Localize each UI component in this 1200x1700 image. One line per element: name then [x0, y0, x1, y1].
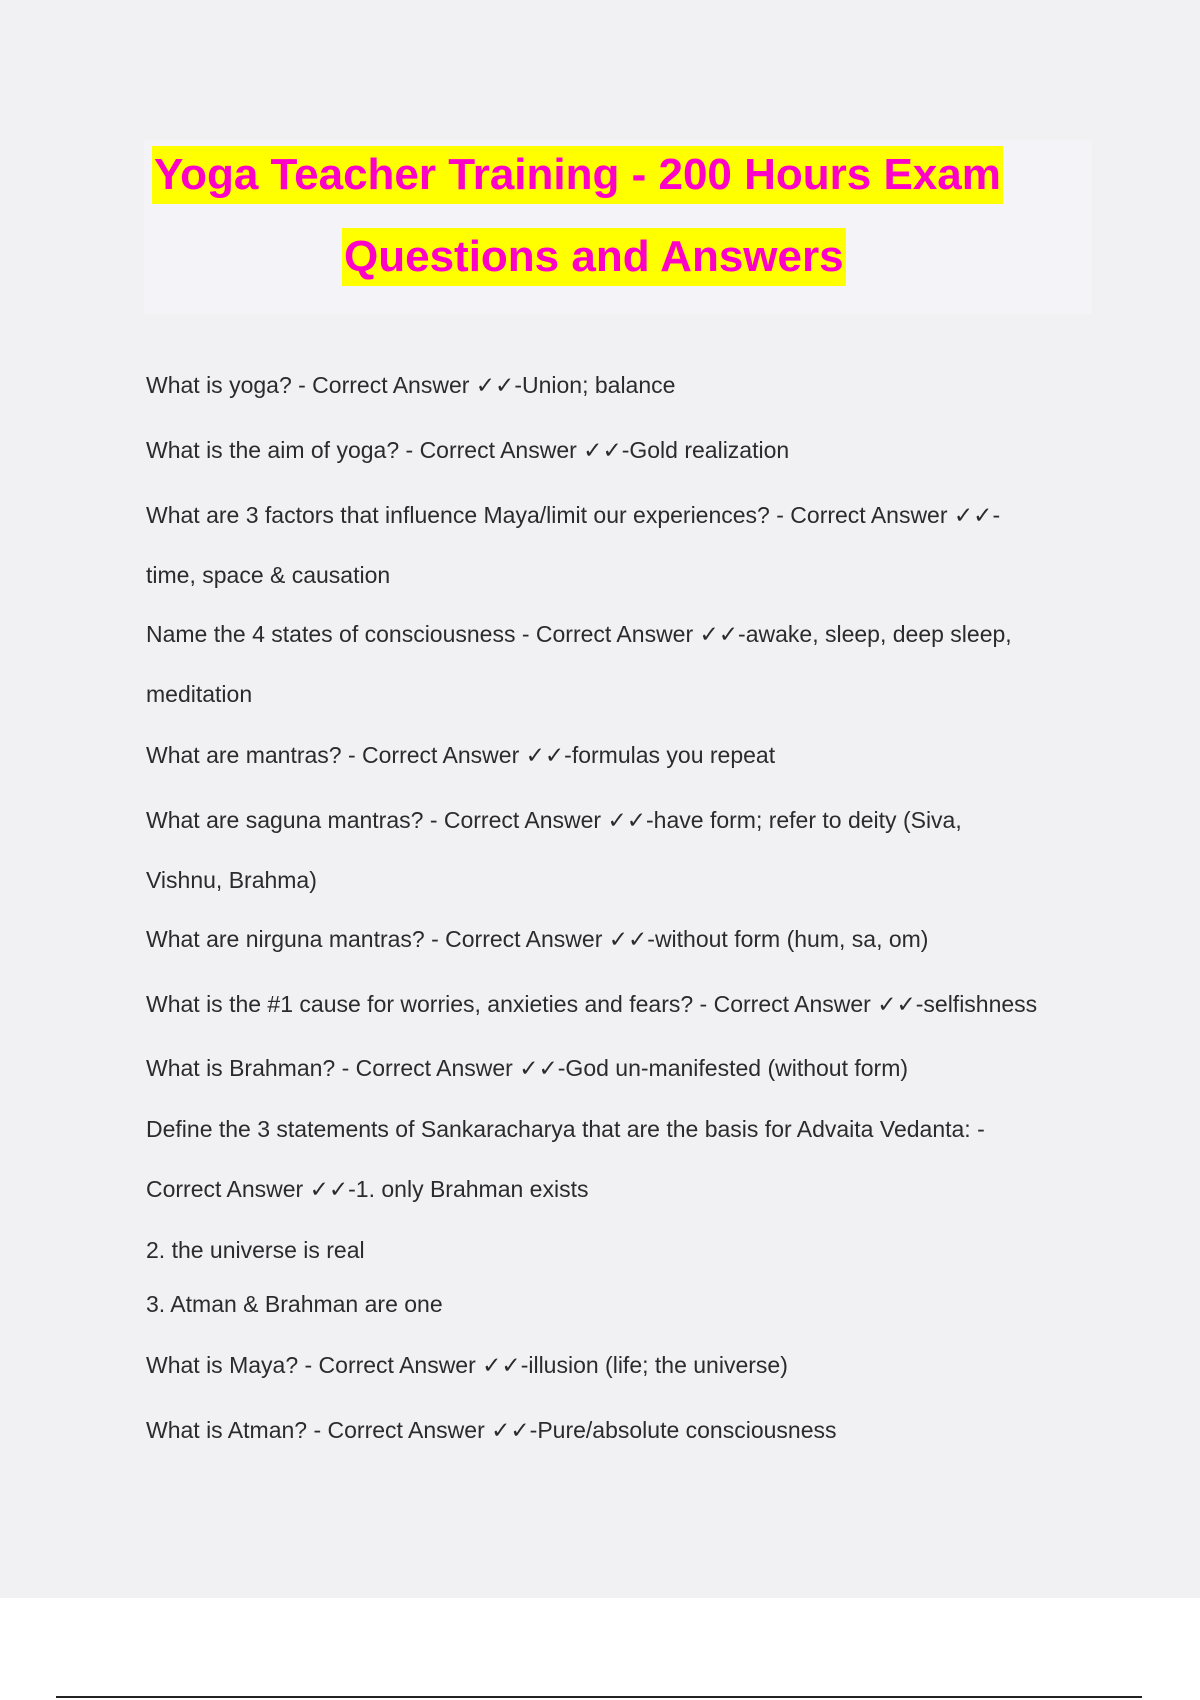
qa-line: What is yoga? - Correct Answer ✓✓-Union; balance	[146, 372, 676, 398]
qa-line: Correct Answer ✓✓-1. only Brahman exists	[146, 1176, 589, 1202]
qa-line: What are mantras? - Correct Answer ✓✓-formulas you repeat	[146, 742, 776, 768]
qa-line: What is the aim of yoga? - Correct Answer ✓✓-Gold realization	[146, 437, 790, 463]
qa-line: What are 3 factors that influence Maya/limit our experiences? - Correct Answer ✓✓-	[146, 502, 1001, 528]
qa-line: What are saguna mantras? - Correct Answer ✓✓-have form; refer to deity (Siva,	[146, 807, 962, 833]
qa-line: Define the 3 statements of Sankaracharya that are the basis for Advaita Vedanta: -	[146, 1116, 985, 1142]
qa-line: What is Maya? - Correct Answer ✓✓-illusion (life; the universe)	[146, 1352, 788, 1378]
qa-line: Vishnu, Brahma)	[146, 867, 317, 893]
qa-line: meditation	[146, 681, 253, 707]
qa-line: What are nirguna mantras? - Correct Answer ✓✓-without form (hum, sa, om)	[146, 926, 929, 952]
qa-line: time, space & causation	[146, 562, 391, 588]
page-divider	[56, 1696, 1142, 1698]
qa-line: What is the #1 cause for worries, anxieties and fears? - Correct Answer ✓✓-selfishness	[146, 991, 1038, 1017]
qa-line: Name the 4 states of consciousness - Correct Answer ✓✓-awake, sleep, deep sleep,	[146, 621, 1012, 647]
document-title-line-2: Questions and Answers	[342, 228, 846, 286]
qa-line: What is Atman? - Correct Answer ✓✓-Pure/absolute consciousness	[146, 1417, 837, 1443]
qa-line: 3. Atman & Brahman are one	[146, 1291, 443, 1317]
title-block	[144, 140, 1092, 314]
qa-line: 2. the universe is real	[146, 1237, 365, 1263]
qa-line: What is Brahman? - Correct Answer ✓✓-God un-manifested (without form)	[146, 1055, 909, 1081]
document-title-line-1: Yoga Teacher Training - 200 Hours Exam	[152, 146, 1003, 204]
